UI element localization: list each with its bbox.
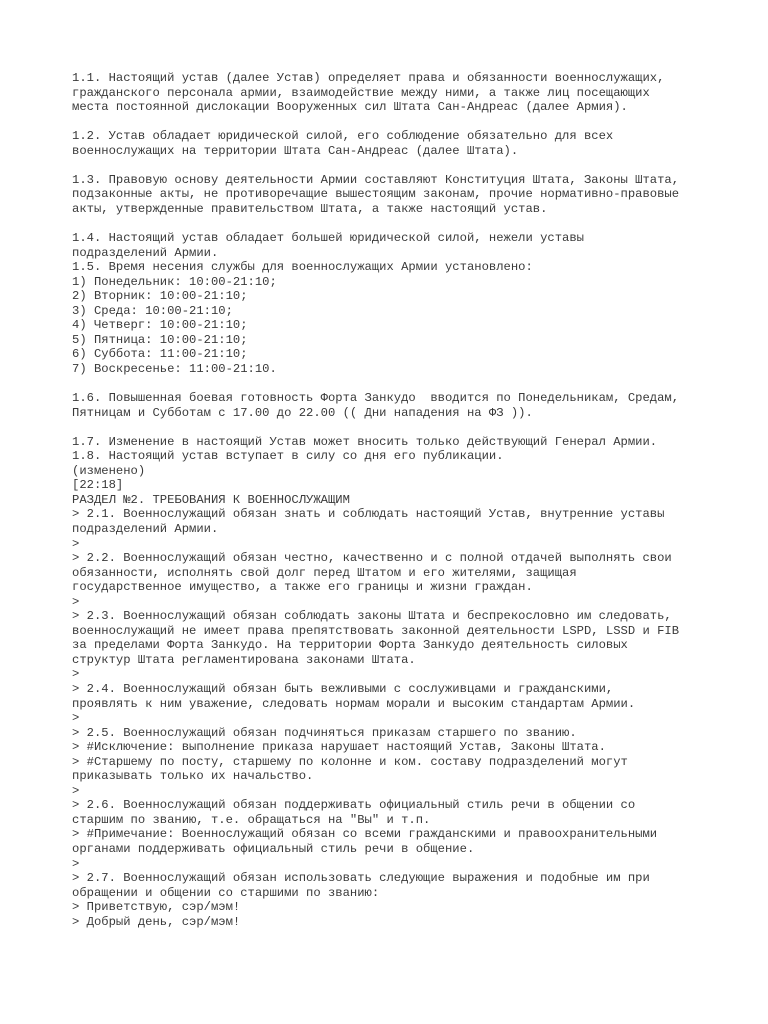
text-line: 1.5. Время несения службы для военнослужащих Армии установлено:	[72, 260, 533, 275]
text-line: > 2.5. Военнослужащий обязан подчиняться приказам старшего по званию.	[72, 725, 577, 740]
text-line: проявлять к ним уважение, следовать нормам морали и высоким стандартам Армии.	[72, 696, 636, 711]
text-line: подразделений Армии.	[72, 245, 219, 260]
text-line: >	[72, 667, 80, 682]
text-line: 1.1. Настоящий устав (далее Устав) определяет права и обязанности военнослужащих,	[72, 71, 665, 85]
text-line: >	[72, 536, 80, 551]
text-line: > 2.4. Военнослужащий обязан быть вежливыми с сослуживцами и гражданскими,	[72, 681, 614, 696]
text-line: 1.6. Повышенная боевая готовность Форта Занкудо вводится по Понедельникам, Средам,	[72, 391, 680, 406]
text-line: подразделений Армии.	[72, 521, 219, 536]
text-line: > #Примечание: Военнослужащий обязан со всеми гражданскими и правоохранительными	[72, 827, 658, 842]
paragraph-gap	[72, 158, 712, 173]
text-line: >	[72, 856, 80, 871]
paragraph-gap	[72, 216, 712, 231]
paragraph	[72, 71, 712, 115]
text-line: >	[72, 594, 80, 609]
text-line: 1.8. Настоящий устав вступает в силу со дня его публикации.	[72, 449, 504, 464]
text-line: гражданского персонала армии, взаимодействие между ними, а также лиц посещающих	[72, 85, 650, 100]
text-line: государственное имущество, а также его границы и жизни граждан.	[72, 580, 533, 595]
text-line: 1.4. Настоящий устав обладает большей юридической силой, нежели уставы	[72, 231, 584, 246]
text-line: >	[72, 783, 80, 798]
text-line: > Приветствую, сэр/мэм!	[72, 900, 241, 915]
text-line: 4) Четверг: 10:00-21:10;	[72, 318, 248, 333]
document-page	[72, 71, 712, 929]
text-line: > #Старшему по посту, старшему по колонне и ком. составу подразделений могут	[72, 754, 628, 769]
text-line: 2) Вторник: 10:00-21:10;	[72, 289, 248, 304]
paragraph-gap	[72, 376, 712, 391]
text-line: обязанности, исполнять свой долг перед Штатом и его жителями, защищая	[72, 565, 577, 580]
text-line: старшим по званию, т.е. обращаться на "Вы" и т.п.	[72, 812, 431, 827]
paragraph	[72, 435, 712, 930]
text-line: [22:18]	[72, 478, 124, 493]
text-line: 6) Суббота: 11:00-21:10;	[72, 347, 248, 362]
text-line: приказывать только их начальство.	[72, 769, 314, 784]
text-line: 3) Среда: 10:00-21:10;	[72, 303, 233, 318]
text-line: обращении и общении со старшими по званию:	[72, 885, 380, 900]
text-line: > #Исключение: выполнение приказа нарушает настоящий Устав, Законы Штата.	[72, 740, 606, 755]
text-line: > 2.2. Военнослужащий обязан честно, качественно и с полной отдачей выполнять свои	[72, 551, 672, 566]
paragraph	[72, 129, 712, 158]
text-line: органами поддерживать официальный стиль речи в общение.	[72, 841, 475, 856]
text-line: > 2.6. Военнослужащий обязан поддерживать официальный стиль речи в общении со	[72, 798, 636, 813]
paragraph	[72, 231, 712, 376]
text-line: структур Штата регламентирована законами Штата.	[72, 652, 416, 667]
paragraph	[72, 173, 712, 217]
text-line: > 2.3. Военнослужащий обязан соблюдать законы Штата и беспрекословно им следовать,	[72, 609, 672, 624]
text-line: военнослужащий не имеет права препятствовать законной деятельности LSPD, LSSD и FIB	[72, 623, 680, 638]
text-line: 1) Понедельник: 10:00-21:10;	[72, 274, 277, 289]
paragraph-gap	[72, 115, 712, 130]
text-line: > 2.1. Военнослужащий обязан знать и соблюдать настоящий Устав, внутренние уставы	[72, 507, 665, 522]
paragraph	[72, 391, 712, 420]
text-line: >	[72, 711, 80, 726]
text-line: Пятницам и Субботам с 17.00 до 22.00 (( Дни нападения на ФЗ )).	[72, 405, 533, 420]
text-line: 1.7. Изменение в настоящий Устав может вносить только действующий Генерал Армии.	[72, 434, 658, 449]
text-line: 5) Пятница: 10:00-21:10;	[72, 332, 248, 347]
paragraph-gap	[72, 420, 712, 435]
text-line: (изменено)	[72, 463, 146, 478]
text-line: РАЗДЕЛ №2. ТРЕБОВАНИЯ К ВОЕННОСЛУЖАЩИМ	[72, 492, 350, 507]
text-line: > 2.7. Военнослужащий обязан использовать следующие выражения и подобные им при	[72, 871, 650, 886]
text-line: за пределами Форта Занкудо. На территории Форта Занкудо деятельность силовых	[72, 638, 628, 653]
text-line: акты, утвержденные правительством Штата, а также настоящий устав.	[72, 201, 548, 216]
text-line: места постоянной дислокации Вооруженных сил Штата Сан-Андреас (далее Армия).	[72, 100, 628, 115]
text-line: 7) Воскресенье: 11:00-21:10.	[72, 361, 277, 376]
text-line: военнослужащих на территории Штата Сан-Андреас (далее Штата).	[72, 143, 519, 158]
text-line: > Добрый день, сэр/мэм!	[72, 914, 241, 929]
text-line: 1.3. Правовую основу деятельности Армии составляют Конституция Штата, Законы Штата,	[72, 172, 680, 187]
text-line: подзаконные акты, не противоречащие вышестоящим законам, прочие нормативно-правовые	[72, 187, 680, 202]
text-line: 1.2. Устав обладает юридической силой, его соблюдение обязательно для всех	[72, 129, 614, 144]
